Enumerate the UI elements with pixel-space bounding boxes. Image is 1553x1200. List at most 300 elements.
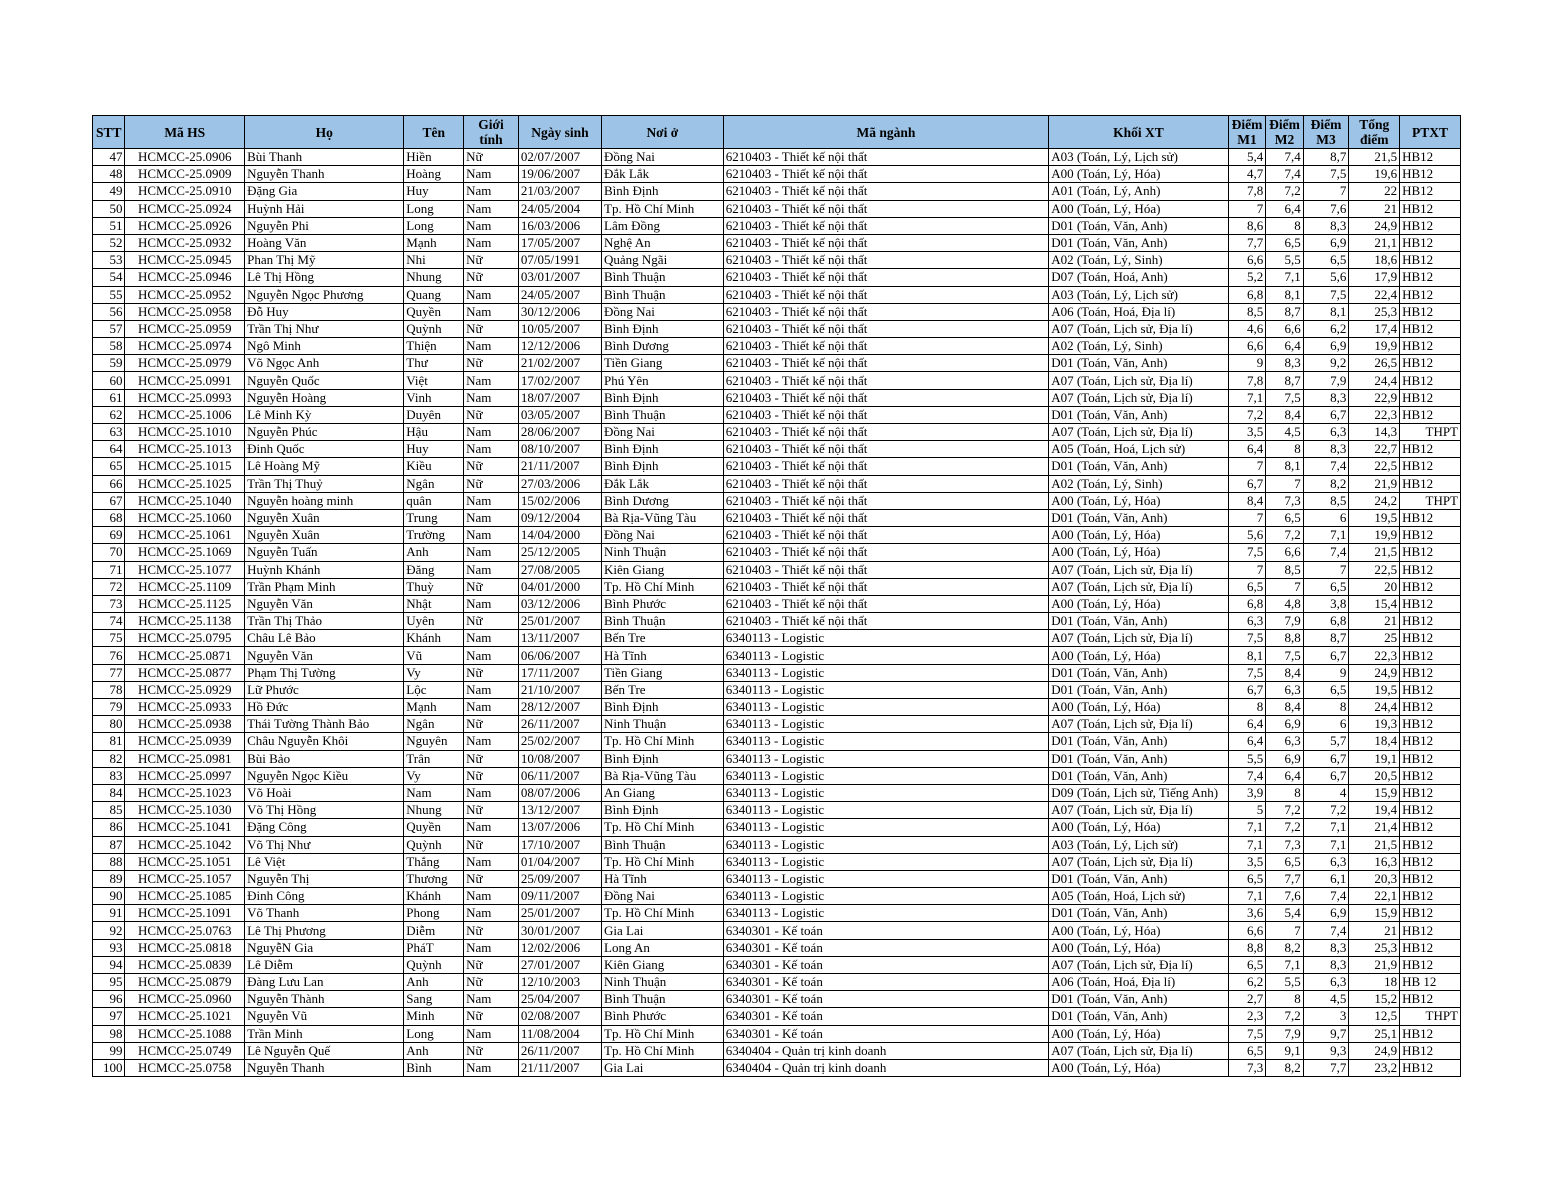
cell-diem-m2: 7,4 — [1266, 149, 1304, 166]
cell-diem-m2: 7,2 — [1266, 183, 1304, 200]
cell-noi-o: Bình Thuận — [602, 991, 724, 1008]
cell-stt: 64 — [93, 441, 125, 458]
cell-ma-nganh: 6210403 - Thiết kế nội thất — [723, 320, 1049, 337]
cell-gioi-tinh: Nữ — [464, 974, 519, 991]
cell-ma-hs: HCMCC-25.1006 — [125, 406, 245, 423]
cell-diem-m1: 3,9 — [1228, 784, 1266, 801]
cell-ngay-sinh: 30/12/2006 — [518, 303, 601, 320]
cell-ho: Đỗ Huy — [245, 303, 404, 320]
cell-tong-diem: 25,1 — [1349, 1025, 1400, 1042]
cell-ngay-sinh: 27/03/2006 — [518, 475, 601, 492]
cell-tong-diem: 21 — [1349, 613, 1400, 630]
table-row — [93, 733, 1461, 750]
cell-diem-m3: 8,7 — [1303, 630, 1349, 647]
cell-stt: 72 — [93, 578, 125, 595]
cell-ho: Hồ Đức — [245, 699, 404, 716]
cell-diem-m2: 8,1 — [1266, 286, 1304, 303]
admission-table — [92, 115, 1461, 1077]
cell-gioi-tinh: Nam — [464, 784, 519, 801]
cell-ho: Phan Thị Mỹ — [245, 252, 404, 269]
cell-ptxt: HB12 — [1400, 338, 1461, 355]
cell-gioi-tinh: Nam — [464, 699, 519, 716]
cell-diem-m1: 6,6 — [1228, 338, 1266, 355]
cell-diem-m3: 7,1 — [1303, 819, 1349, 836]
cell-noi-o: Bình Định — [602, 802, 724, 819]
table-row — [93, 699, 1461, 716]
cell-noi-o: Bình Dương — [602, 338, 724, 355]
cell-ptxt: HB12 — [1400, 750, 1461, 767]
cell-gioi-tinh: Nữ — [464, 406, 519, 423]
cell-ten: Anh — [404, 544, 464, 561]
cell-ngay-sinh: 04/01/2000 — [518, 578, 601, 595]
cell-diem-m3: 7,5 — [1303, 166, 1349, 183]
cell-ma-hs: HCMCC-25.1015 — [125, 458, 245, 475]
cell-noi-o: Quảng Ngãi — [602, 252, 724, 269]
cell-diem-m1: 6,5 — [1228, 870, 1266, 887]
cell-ma-nganh: 6210403 - Thiết kế nội thất — [723, 544, 1049, 561]
cell-ma-hs: HCMCC-25.1060 — [125, 509, 245, 526]
cell-gioi-tinh: Nữ — [464, 252, 519, 269]
cell-ptxt: HB12 — [1400, 784, 1461, 801]
table-row — [93, 234, 1461, 251]
cell-diem-m2: 8,8 — [1266, 630, 1304, 647]
cell-gioi-tinh: Nữ — [464, 578, 519, 595]
cell-ho: Nguyễn Xuân — [245, 509, 404, 526]
cell-ho: Đinh Quốc — [245, 441, 404, 458]
cell-ngay-sinh: 02/08/2007 — [518, 1008, 601, 1025]
cell-tong-diem: 15,4 — [1349, 595, 1400, 612]
cell-ma-nganh: 6210403 - Thiết kế nội thất — [723, 424, 1049, 441]
cell-ma-nganh: 6340113 - Logistic — [723, 647, 1049, 664]
header-diem-m3: Điểm M3 — [1303, 116, 1349, 149]
cell-diem-m3: 3,8 — [1303, 595, 1349, 612]
cell-ho: Lê Thị Hồng — [245, 269, 404, 286]
cell-ho: Nguyễn Hoàng — [245, 389, 404, 406]
cell-ten: Hiền — [404, 149, 464, 166]
cell-diem-m2: 6,6 — [1266, 320, 1304, 337]
cell-ngay-sinh: 27/08/2005 — [518, 561, 601, 578]
cell-ho: Nguyễn Ngọc Kiều — [245, 767, 404, 784]
cell-diem-m2: 5,4 — [1266, 905, 1304, 922]
cell-diem-m3: 6 — [1303, 716, 1349, 733]
cell-ngay-sinh: 12/12/2006 — [518, 338, 601, 355]
cell-ma-hs: HCMCC-25.0910 — [125, 183, 245, 200]
cell-gioi-tinh: Nữ — [464, 613, 519, 630]
cell-gioi-tinh: Nam — [464, 200, 519, 217]
table-row — [93, 166, 1461, 183]
cell-ptxt: HB12 — [1400, 355, 1461, 372]
cell-khoi-xt: D09 (Toán, Lịch sử, Tiếng Anh) — [1049, 784, 1228, 801]
table-row — [93, 475, 1461, 492]
cell-diem-m2: 5,5 — [1266, 252, 1304, 269]
cell-diem-m1: 7,3 — [1228, 1059, 1266, 1076]
cell-stt: 89 — [93, 870, 125, 887]
cell-gioi-tinh: Nam — [464, 389, 519, 406]
cell-gioi-tinh: Nam — [464, 166, 519, 183]
cell-diem-m3: 4 — [1303, 784, 1349, 801]
cell-noi-o: Bình Phước — [602, 1008, 724, 1025]
cell-ma-hs: HCMCC-25.0938 — [125, 716, 245, 733]
cell-noi-o: Hà Tĩnh — [602, 870, 724, 887]
cell-khoi-xt: D01 (Toán, Văn, Anh) — [1049, 767, 1228, 784]
cell-ten: quân — [404, 492, 464, 509]
table-row — [93, 1059, 1461, 1076]
cell-diem-m3: 6,9 — [1303, 234, 1349, 251]
cell-gioi-tinh: Nam — [464, 733, 519, 750]
cell-khoi-xt: A05 (Toán, Hoá, Lịch sử) — [1049, 441, 1228, 458]
cell-ptxt: HB12 — [1400, 578, 1461, 595]
table-row — [93, 458, 1461, 475]
cell-ho: Võ Ngọc Anh — [245, 355, 404, 372]
cell-ho: Lê Diễm — [245, 956, 404, 973]
cell-ho: Lê Nguyễn Quế — [245, 1042, 404, 1059]
cell-ptxt: HB12 — [1400, 836, 1461, 853]
cell-diem-m2: 6,6 — [1266, 544, 1304, 561]
cell-diem-m3: 7 — [1303, 183, 1349, 200]
cell-ma-hs: HCMCC-25.0991 — [125, 372, 245, 389]
cell-ma-nganh: 6210403 - Thiết kế nội thất — [723, 406, 1049, 423]
cell-ngay-sinh: 25/02/2007 — [518, 733, 601, 750]
cell-diem-m3: 6,7 — [1303, 406, 1349, 423]
cell-diem-m3: 7,9 — [1303, 372, 1349, 389]
cell-ho: Võ Thị Hồng — [245, 802, 404, 819]
cell-ho: Trần Minh — [245, 1025, 404, 1042]
cell-khoi-xt: A05 (Toán, Hoá, Lịch sử) — [1049, 888, 1228, 905]
cell-gioi-tinh: Nam — [464, 630, 519, 647]
cell-ngay-sinh: 09/12/2004 — [518, 509, 601, 526]
cell-gioi-tinh: Nam — [464, 424, 519, 441]
cell-diem-m2: 7 — [1266, 475, 1304, 492]
cell-diem-m2: 8 — [1266, 441, 1304, 458]
cell-diem-m1: 6,8 — [1228, 595, 1266, 612]
cell-ho: Lê Hoàng Mỹ — [245, 458, 404, 475]
cell-ma-nganh: 6210403 - Thiết kế nội thất — [723, 595, 1049, 612]
cell-ma-nganh: 6210403 - Thiết kế nội thất — [723, 372, 1049, 389]
cell-ma-hs: HCMCC-25.1061 — [125, 527, 245, 544]
cell-ho: Đặng Gia — [245, 183, 404, 200]
cell-diem-m2: 6,4 — [1266, 338, 1304, 355]
cell-tong-diem: 22,9 — [1349, 389, 1400, 406]
cell-ptxt: HB12 — [1400, 372, 1461, 389]
cell-ho: Nguyễn Thị — [245, 870, 404, 887]
cell-stt: 96 — [93, 991, 125, 1008]
cell-ten: Minh — [404, 1008, 464, 1025]
cell-tong-diem: 20 — [1349, 578, 1400, 595]
cell-ho: Võ Thị Như — [245, 836, 404, 853]
cell-tong-diem: 18 — [1349, 974, 1400, 991]
cell-ma-hs: HCMCC-25.0993 — [125, 389, 245, 406]
cell-diem-m2: 7,9 — [1266, 613, 1304, 630]
cell-ma-hs: HCMCC-25.0932 — [125, 234, 245, 251]
cell-khoi-xt: D01 (Toán, Văn, Anh) — [1049, 613, 1228, 630]
cell-noi-o: Bình Thuận — [602, 836, 724, 853]
table-row — [93, 647, 1461, 664]
cell-ten: Quyền — [404, 303, 464, 320]
cell-gioi-tinh: Nữ — [464, 922, 519, 939]
cell-ptxt: HB12 — [1400, 1059, 1461, 1076]
cell-ma-hs: HCMCC-25.0958 — [125, 303, 245, 320]
cell-khoi-xt: A07 (Toán, Lịch sử, Địa lí) — [1049, 424, 1228, 441]
cell-noi-o: Ninh Thuận — [602, 974, 724, 991]
cell-ten: Trung — [404, 509, 464, 526]
cell-diem-m1: 8,6 — [1228, 217, 1266, 234]
cell-gioi-tinh: Nam — [464, 905, 519, 922]
cell-ho: Đặng Công — [245, 819, 404, 836]
header-diem-m1: Điểm M1 — [1228, 116, 1266, 149]
cell-tong-diem: 22,5 — [1349, 458, 1400, 475]
table-row — [93, 338, 1461, 355]
cell-tong-diem: 21,5 — [1349, 836, 1400, 853]
cell-diem-m3: 5,6 — [1303, 269, 1349, 286]
cell-noi-o: Tiền Giang — [602, 355, 724, 372]
cell-ho: Nguyễn Thanh — [245, 1059, 404, 1076]
cell-diem-m1: 6,4 — [1228, 733, 1266, 750]
cell-tong-diem: 14,3 — [1349, 424, 1400, 441]
cell-ptxt: HB12 — [1400, 853, 1461, 870]
cell-diem-m1: 7,1 — [1228, 836, 1266, 853]
cell-ptxt: HB12 — [1400, 286, 1461, 303]
cell-ten: Ngân — [404, 475, 464, 492]
cell-noi-o: Bình Định — [602, 441, 724, 458]
cell-ho: Đàng Lưu Lan — [245, 974, 404, 991]
cell-gioi-tinh: Nữ — [464, 716, 519, 733]
cell-diem-m3: 6 — [1303, 509, 1349, 526]
cell-ngay-sinh: 07/05/1991 — [518, 252, 601, 269]
cell-ma-nganh: 6340113 - Logistic — [723, 664, 1049, 681]
cell-tong-diem: 22,3 — [1349, 647, 1400, 664]
cell-ho: Nguyễn Phi — [245, 217, 404, 234]
cell-ma-hs: HCMCC-25.0871 — [125, 647, 245, 664]
cell-noi-o: Bình Thuận — [602, 613, 724, 630]
cell-ngay-sinh: 21/11/2007 — [518, 458, 601, 475]
cell-ngay-sinh: 12/10/2003 — [518, 974, 601, 991]
cell-noi-o: Tp. Hồ Chí Minh — [602, 578, 724, 595]
cell-ho: Bùi Bảo — [245, 750, 404, 767]
header-gioi-tinh: Giới tính — [464, 116, 519, 149]
cell-noi-o: Đắk Lắk — [602, 166, 724, 183]
cell-tong-diem: 22,3 — [1349, 406, 1400, 423]
cell-tong-diem: 25,3 — [1349, 939, 1400, 956]
cell-diem-m1: 8,5 — [1228, 303, 1266, 320]
header-ten: Tên — [404, 116, 464, 149]
cell-ma-nganh: 6340113 - Logistic — [723, 819, 1049, 836]
cell-ten: Huy — [404, 441, 464, 458]
cell-diem-m1: 7,5 — [1228, 1025, 1266, 1042]
cell-tong-diem: 21,1 — [1349, 234, 1400, 251]
table-row — [93, 544, 1461, 561]
cell-ngay-sinh: 10/08/2007 — [518, 750, 601, 767]
cell-khoi-xt: D01 (Toán, Văn, Anh) — [1049, 509, 1228, 526]
cell-tong-diem: 21,9 — [1349, 475, 1400, 492]
cell-diem-m3: 6,3 — [1303, 424, 1349, 441]
cell-khoi-xt: D01 (Toán, Văn, Anh) — [1049, 733, 1228, 750]
cell-ngay-sinh: 21/11/2007 — [518, 1059, 601, 1076]
table-row — [93, 355, 1461, 372]
cell-khoi-xt: A00 (Toán, Lý, Hóa) — [1049, 939, 1228, 956]
cell-stt: 78 — [93, 681, 125, 698]
cell-ten: Vy — [404, 767, 464, 784]
cell-ho: Phạm Thị Tường — [245, 664, 404, 681]
cell-ma-hs: HCMCC-25.1013 — [125, 441, 245, 458]
table-row — [93, 303, 1461, 320]
cell-ten: Trân — [404, 750, 464, 767]
cell-noi-o: Bình Định — [602, 750, 724, 767]
cell-ngay-sinh: 25/12/2005 — [518, 544, 601, 561]
cell-ngay-sinh: 17/02/2007 — [518, 372, 601, 389]
cell-ho: Nguyễn hoàng minh — [245, 492, 404, 509]
table-row — [93, 492, 1461, 509]
cell-noi-o: Gia Lai — [602, 922, 724, 939]
cell-ho: Nguyễn Thanh — [245, 166, 404, 183]
cell-stt: 92 — [93, 922, 125, 939]
cell-ten: PháT — [404, 939, 464, 956]
header-ma-hs: Mã HS — [125, 116, 245, 149]
cell-ma-nganh: 6210403 - Thiết kế nội thất — [723, 166, 1049, 183]
cell-diem-m3: 4,5 — [1303, 991, 1349, 1008]
cell-diem-m3: 7,4 — [1303, 922, 1349, 939]
cell-ngay-sinh: 06/06/2007 — [518, 647, 601, 664]
cell-ten: Nhung — [404, 802, 464, 819]
cell-ten: Hoàng — [404, 166, 464, 183]
cell-khoi-xt: A00 (Toán, Lý, Hóa) — [1049, 544, 1228, 561]
cell-ho: Nguyễn Thành — [245, 991, 404, 1008]
table-row — [93, 286, 1461, 303]
cell-ptxt: THPT — [1400, 424, 1461, 441]
cell-ten: Thư — [404, 355, 464, 372]
cell-tong-diem: 22,4 — [1349, 286, 1400, 303]
cell-ho: Trần Thị Thuỷ — [245, 475, 404, 492]
cell-khoi-xt: A00 (Toán, Lý, Hóa) — [1049, 819, 1228, 836]
cell-gioi-tinh: Nam — [464, 338, 519, 355]
cell-noi-o: An Giang — [602, 784, 724, 801]
cell-tong-diem: 18,4 — [1349, 733, 1400, 750]
cell-noi-o: Đồng Nai — [602, 149, 724, 166]
cell-gioi-tinh: Nam — [464, 595, 519, 612]
cell-ngay-sinh: 24/05/2004 — [518, 200, 601, 217]
cell-khoi-xt: A00 (Toán, Lý, Hóa) — [1049, 1025, 1228, 1042]
cell-stt: 55 — [93, 286, 125, 303]
cell-noi-o: Tp. Hồ Chí Minh — [602, 733, 724, 750]
cell-ten: Duyên — [404, 406, 464, 423]
cell-ten: Thiện — [404, 338, 464, 355]
cell-ngay-sinh: 30/01/2007 — [518, 922, 601, 939]
cell-ptxt: HB12 — [1400, 200, 1461, 217]
cell-diem-m1: 5,4 — [1228, 149, 1266, 166]
cell-ptxt: HB12 — [1400, 527, 1461, 544]
cell-ngay-sinh: 16/03/2006 — [518, 217, 601, 234]
cell-ten: Nhật — [404, 595, 464, 612]
cell-tong-diem: 23,2 — [1349, 1059, 1400, 1076]
cell-ho: Nguyễn Văn — [245, 595, 404, 612]
cell-ngay-sinh: 27/01/2007 — [518, 956, 601, 973]
cell-diem-m3: 8,3 — [1303, 939, 1349, 956]
cell-ngay-sinh: 17/11/2007 — [518, 664, 601, 681]
cell-ma-hs: HCMCC-25.0981 — [125, 750, 245, 767]
cell-ho: Đinh Công — [245, 888, 404, 905]
cell-khoi-xt: A07 (Toán, Lịch sử, Địa lí) — [1049, 853, 1228, 870]
cell-ten: Việt — [404, 372, 464, 389]
table-row — [93, 406, 1461, 423]
cell-khoi-xt: D01 (Toán, Văn, Anh) — [1049, 217, 1228, 234]
cell-stt: 63 — [93, 424, 125, 441]
cell-diem-m3: 9,2 — [1303, 355, 1349, 372]
cell-tong-diem: 17,4 — [1349, 320, 1400, 337]
cell-gioi-tinh: Nữ — [464, 475, 519, 492]
cell-ma-nganh: 6210403 - Thiết kế nội thất — [723, 613, 1049, 630]
cell-ma-nganh: 6340113 - Logistic — [723, 870, 1049, 887]
cell-noi-o: Tp. Hồ Chí Minh — [602, 200, 724, 217]
cell-diem-m3: 7 — [1303, 561, 1349, 578]
cell-ngay-sinh: 09/11/2007 — [518, 888, 601, 905]
cell-ten: Thương — [404, 870, 464, 887]
cell-diem-m1: 7,5 — [1228, 544, 1266, 561]
table-row — [93, 819, 1461, 836]
cell-noi-o: Ninh Thuận — [602, 544, 724, 561]
cell-stt: 95 — [93, 974, 125, 991]
cell-ma-hs: HCMCC-25.0749 — [125, 1042, 245, 1059]
cell-ma-nganh: 6340113 - Logistic — [723, 836, 1049, 853]
cell-ho: Huỳnh Khánh — [245, 561, 404, 578]
cell-noi-o: Lâm Đồng — [602, 217, 724, 234]
cell-diem-m1: 7 — [1228, 561, 1266, 578]
cell-stt: 68 — [93, 509, 125, 526]
cell-noi-o: Long An — [602, 939, 724, 956]
cell-stt: 93 — [93, 939, 125, 956]
cell-tong-diem: 25,3 — [1349, 303, 1400, 320]
cell-diem-m1: 3,5 — [1228, 853, 1266, 870]
cell-tong-diem: 24,9 — [1349, 664, 1400, 681]
cell-ten: Mạnh — [404, 234, 464, 251]
cell-ngay-sinh: 28/12/2007 — [518, 699, 601, 716]
cell-ten: Kiều — [404, 458, 464, 475]
cell-khoi-xt: A00 (Toán, Lý, Hóa) — [1049, 166, 1228, 183]
cell-ten: Vũ — [404, 647, 464, 664]
cell-tong-diem: 15,9 — [1349, 905, 1400, 922]
cell-ho: Bùi Thanh — [245, 149, 404, 166]
cell-ma-hs: HCMCC-25.1010 — [125, 424, 245, 441]
cell-ptxt: HB12 — [1400, 870, 1461, 887]
cell-ptxt: HB12 — [1400, 595, 1461, 612]
cell-tong-diem: 21,9 — [1349, 956, 1400, 973]
cell-khoi-xt: A07 (Toán, Lịch sử, Địa lí) — [1049, 716, 1228, 733]
cell-stt: 75 — [93, 630, 125, 647]
cell-diem-m2: 6,4 — [1266, 200, 1304, 217]
cell-ma-hs: HCMCC-25.1077 — [125, 561, 245, 578]
cell-khoi-xt: A07 (Toán, Lịch sử, Địa lí) — [1049, 630, 1228, 647]
cell-ma-nganh: 6340404 - Quản trị kinh doanh — [723, 1042, 1049, 1059]
cell-ma-hs: HCMCC-25.1091 — [125, 905, 245, 922]
cell-ma-nganh: 6210403 - Thiết kế nội thất — [723, 492, 1049, 509]
cell-khoi-xt: D01 (Toán, Văn, Anh) — [1049, 458, 1228, 475]
cell-khoi-xt: A00 (Toán, Lý, Hóa) — [1049, 647, 1228, 664]
cell-tong-diem: 21 — [1349, 200, 1400, 217]
cell-ho: Lê Thị Phương — [245, 922, 404, 939]
cell-gioi-tinh: Nam — [464, 991, 519, 1008]
cell-ma-nganh: 6210403 - Thiết kế nội thất — [723, 183, 1049, 200]
cell-ptxt: HB12 — [1400, 166, 1461, 183]
cell-diem-m3: 7,5 — [1303, 286, 1349, 303]
cell-stt: 74 — [93, 613, 125, 630]
cell-ngay-sinh: 15/02/2006 — [518, 492, 601, 509]
cell-ma-hs: HCMCC-25.0924 — [125, 200, 245, 217]
cell-khoi-xt: A03 (Toán, Lý, Lịch sử) — [1049, 149, 1228, 166]
cell-ten: Hậu — [404, 424, 464, 441]
cell-diem-m2: 7,7 — [1266, 870, 1304, 887]
header-row — [93, 116, 1461, 149]
cell-diem-m3: 8,3 — [1303, 389, 1349, 406]
cell-ho: Trần Thị Như — [245, 320, 404, 337]
cell-tong-diem: 19,3 — [1349, 716, 1400, 733]
